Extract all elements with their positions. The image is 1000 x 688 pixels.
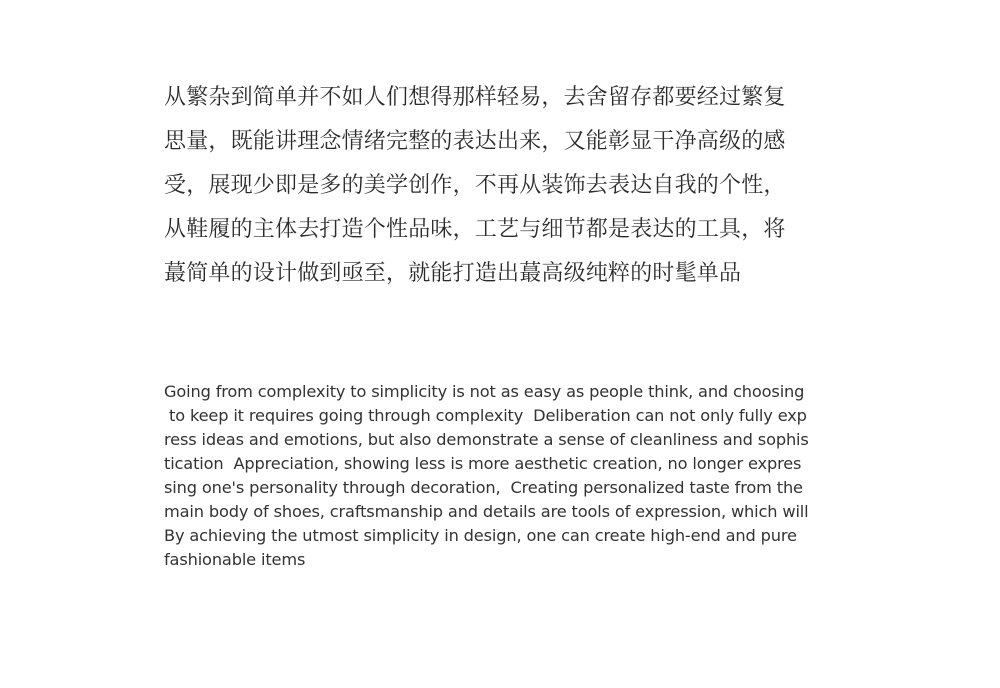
chinese-paragraph-line: 蕞简单的设计做到亟至，就能打造出蕞高级纯粹的时髦单品 bbox=[164, 261, 742, 286]
chinese-paragraph-line: 思量，既能讲理念情绪完整的表达出来，又能彰显干净高级的感 bbox=[164, 129, 786, 154]
english-paragraph-line: Going from complexity to simplicity is not as easy as people think, and choosing bbox=[164, 382, 805, 401]
english-paragraph bbox=[164, 380, 864, 572]
chinese-paragraph bbox=[164, 76, 854, 296]
english-paragraph-line: to keep it requires going through complexity Deliberation can not only fully exp bbox=[164, 406, 807, 425]
english-paragraph-line: fashionable items bbox=[164, 550, 306, 569]
english-paragraph-line: sing one's personality through decoration, Creating personalized taste from the bbox=[164, 478, 803, 497]
chinese-paragraph-line: 受，展现少即是多的美学创作，不再从装饰去表达自我的个性， bbox=[164, 173, 786, 198]
english-paragraph-line: By achieving the utmost simplicity in design, one can create high-end and pure bbox=[164, 526, 797, 545]
chinese-paragraph-line: 从鞋履的主体去打造个性品味，工艺与细节都是表达的工具，将 bbox=[164, 217, 786, 242]
english-paragraph-line: tication Appreciation, showing less is more aesthetic creation, no longer expres bbox=[164, 454, 802, 473]
english-paragraph-line: main body of shoes, craftsmanship and details are tools of expression, which will bbox=[164, 502, 809, 521]
chinese-paragraph-line: 从繁杂到简单并不如人们想得那样轻易，去舍留存都要经过繁复 bbox=[164, 85, 786, 110]
english-paragraph-line: ress ideas and emotions, but also demonstrate a sense of cleanliness and sophis bbox=[164, 430, 809, 449]
